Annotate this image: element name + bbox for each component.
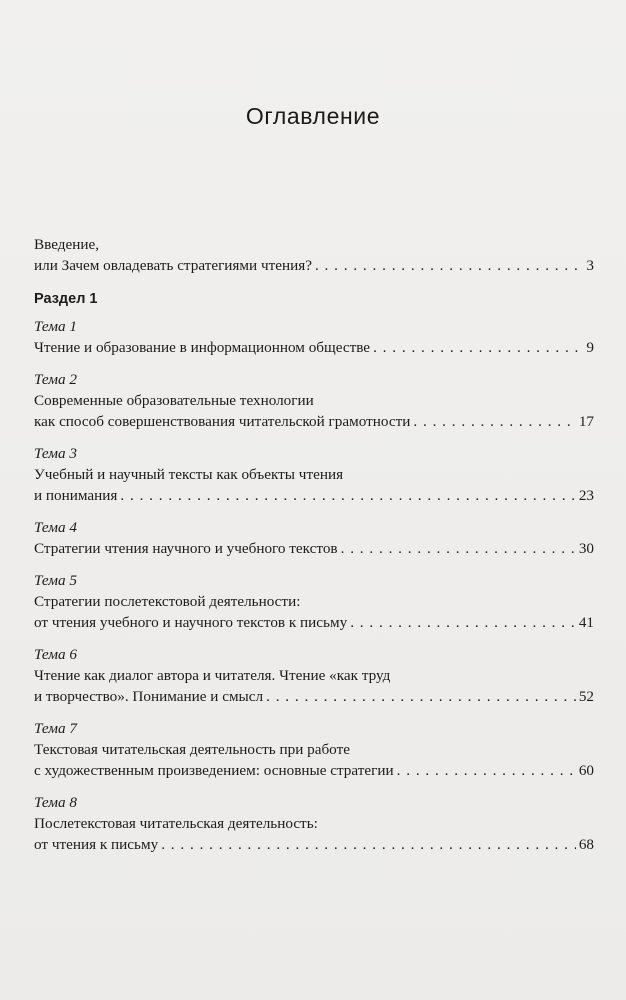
page-number: 41 — [578, 614, 594, 631]
toc-line — [34, 665, 594, 686]
toc-entry-text: Чтение как диалог автора и читателя. Чтение «как труд — [34, 667, 391, 684]
dot-leader — [161, 834, 576, 855]
page-number: 23 — [578, 487, 594, 504]
toc-line — [34, 485, 594, 506]
topic-3 — [34, 443, 594, 506]
toc-line — [34, 538, 594, 559]
dot-leader — [266, 686, 576, 707]
topic-label: Тема 2 — [34, 371, 77, 388]
toc-entry-text: Чтение и образование в информационном обществе — [34, 339, 371, 356]
page-number: 3 — [586, 257, 594, 274]
dot-leader — [315, 255, 583, 276]
toc-entry-text: как способ совершенствования читательской грамотности — [34, 413, 411, 430]
dot-leader — [120, 485, 575, 506]
dot-leader — [341, 538, 576, 559]
toc-line — [34, 612, 594, 633]
dot-leader — [350, 612, 576, 633]
toc-line — [34, 834, 594, 855]
table-of-contents — [34, 234, 594, 855]
page-number: 60 — [578, 762, 594, 779]
topic-label: Тема 6 — [34, 646, 77, 663]
toc-entry-text: Современные образовательные технологии — [34, 392, 314, 409]
dot-leader — [413, 411, 575, 432]
topic-label: Тема 4 — [34, 519, 77, 536]
topic-label: Тема 1 — [34, 318, 77, 335]
page-number: 9 — [586, 339, 594, 356]
toc-entry-text: Послетекстовая читательская деятельность: — [34, 815, 318, 832]
toc-entry-text: от чтения учебного и научного текстов к письму — [34, 614, 348, 631]
page-number: 17 — [578, 413, 594, 430]
toc-entry-text: и творчество». Понимание и смысл — [34, 688, 264, 705]
toc-line — [34, 337, 594, 358]
topic-label: Тема 5 — [34, 572, 77, 589]
toc-entry-intro — [34, 234, 594, 276]
page-number: 30 — [578, 540, 594, 557]
toc-line — [34, 686, 594, 707]
topic-8 — [34, 792, 594, 855]
topic-label: Тема 8 — [34, 794, 77, 811]
dot-leader — [397, 760, 576, 781]
toc-entry-text: Текстовая читательская деятельность при работе — [34, 741, 350, 758]
topic-6 — [34, 644, 594, 707]
topic-5 — [34, 570, 594, 633]
page-number: 68 — [578, 836, 594, 853]
toc-entry-text: от чтения к письму — [34, 836, 159, 853]
toc-entry-text: с художественным произведением: основные стратегии — [34, 762, 394, 779]
topic-4 — [34, 517, 594, 559]
toc-line — [34, 739, 594, 760]
toc-line — [34, 255, 594, 276]
toc-entry-text: Стратегии послетекстовой деятельности: — [34, 593, 301, 610]
toc-line — [34, 234, 594, 255]
topic-2 — [34, 369, 594, 432]
toc-entry-text: Стратегии чтения научного и учебного текстов — [34, 540, 338, 557]
toc-line — [34, 411, 594, 432]
toc-entry-text: или Зачем овладевать стратегиями чтения? — [34, 257, 312, 274]
toc-entry-text: и понимания — [34, 487, 118, 504]
topic-1 — [34, 316, 594, 358]
toc-line — [34, 464, 594, 485]
topic-label: Тема 7 — [34, 720, 77, 737]
section-heading: Раздел 1 — [34, 291, 98, 307]
toc-line — [34, 760, 594, 781]
page-title: Оглавление — [245, 103, 381, 129]
toc-entry-text: Учебный и научный тексты как объекты чтения — [34, 466, 344, 483]
toc-line — [34, 813, 594, 834]
topic-label: Тема 3 — [34, 445, 77, 462]
topic-7 — [34, 718, 594, 781]
toc-entry-text: Введение, — [34, 236, 100, 253]
dot-leader — [373, 337, 583, 358]
toc-line — [34, 591, 594, 612]
page-number: 52 — [578, 688, 594, 705]
toc-line — [34, 390, 594, 411]
